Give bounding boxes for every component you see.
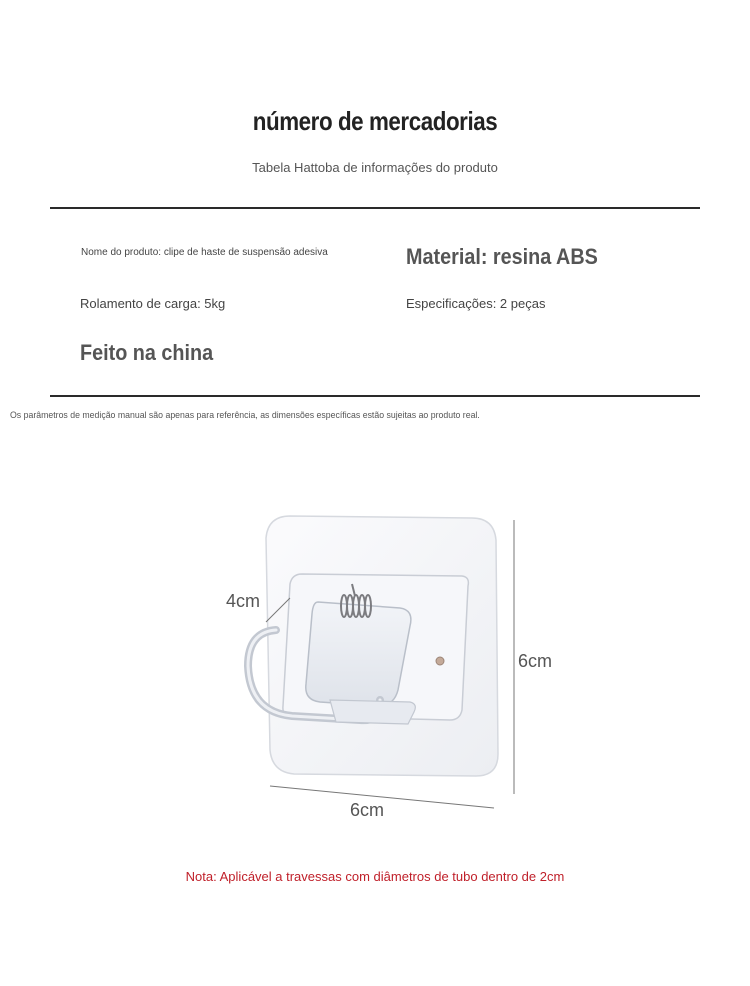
page-subtitle: Tabela Hattoba de informações do produto [252, 160, 498, 175]
dimension-label-height: 6cm [518, 651, 553, 671]
clip-lip [330, 700, 415, 724]
spec-product-name: Nome do produto: clipe de haste de suspensão adesiva [81, 247, 328, 258]
bottom-divider [50, 395, 700, 397]
page-title: número de mercadorias [252, 106, 498, 136]
clip-body [306, 602, 411, 706]
product-illustration [0, 480, 750, 840]
dimension-label-width: 6cm [350, 800, 385, 820]
disclaimer-text: Os parâmetros de medição manual são apenas para referência, as dimensões específicas estão sujeitas ao produto real. [10, 410, 480, 421]
spec-material: Material: resina ABS [406, 244, 598, 269]
usage-note: Nota: Aplicável a travessas com diâmetros de tubo dentro de 2cm [185, 869, 565, 884]
top-divider [50, 207, 700, 209]
spec-origin: Feito na china [80, 340, 214, 365]
spec-load: Rolamento de carga: 5kg [80, 296, 226, 311]
screw-hole [436, 657, 444, 665]
spec-specification: Especificações: 2 peças [406, 296, 546, 311]
dimension-label-depth: 4cm [226, 591, 261, 611]
